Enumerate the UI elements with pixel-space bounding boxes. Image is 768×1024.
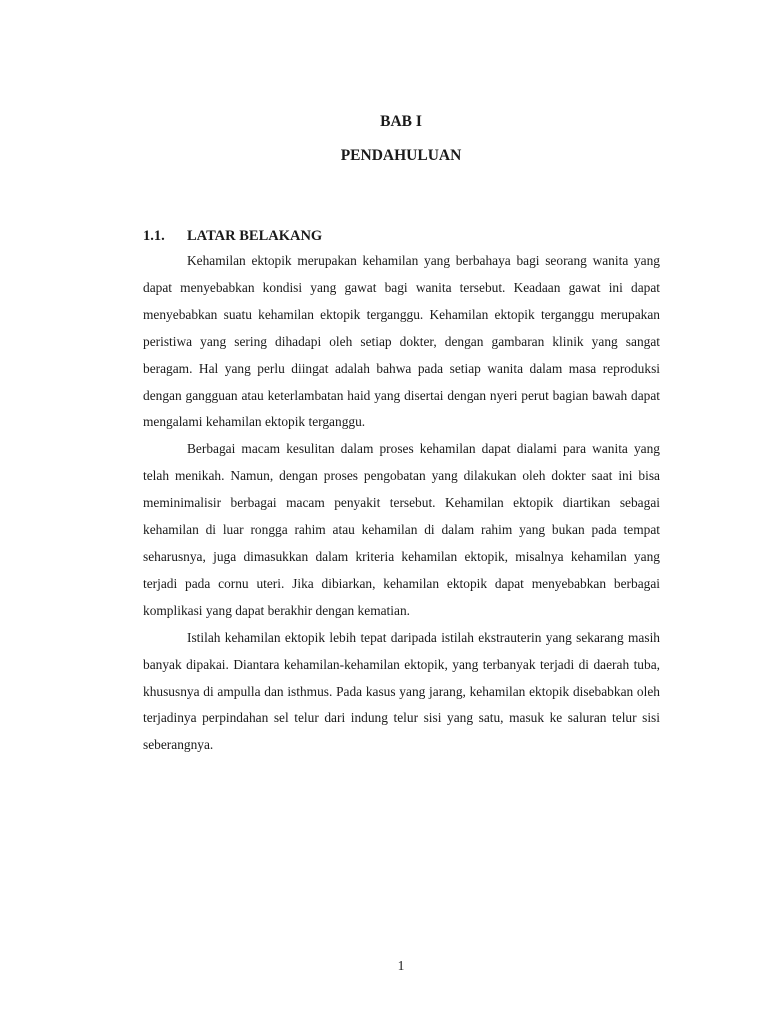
section-title: LATAR BELAKANG	[187, 228, 323, 244]
section-heading	[143, 225, 322, 247]
chapter-title: PENDAHULUAN	[340, 147, 462, 164]
section-number: 1.1.	[143, 228, 165, 244]
paragraph: Istilah kehamilan ektopik lebih tepat daripada istilah ekstrauterin yang sekarang masih banyak dipakai. Diantara kehamilan-kehamilan ektopik, yang terbanyak terjadi di daerah tuba, khususnya di ampulla dan isthmus. Pada kasus yang jarang, kehamilan ektopik disebabkan oleh terjadinya perpindahan sel telur dari indung telur sisi yang satu, masuk ke saluran telur sisi seberangnya.	[143, 629, 660, 753]
chapter-heading	[0, 108, 768, 176]
paragraph: Berbagai macam kesulitan dalam proses kehamilan dapat dialami para wanita yang telah menikah. Namun, dengan proses pengobatan yang dilakukan oleh dokter saat ini bisa meminimalisir berbagai macam penyakit tersebut. Kehamilan ektopik diartikan sebagai kehamilan di luar rongga rahim atau kehamilan di dalam rahim yang bukan pada tempat seharusnya, juga dimasukkan dalam kriteria kehamilan ektopik, misalnya kehamilan yang terjadi pada cornu uteri. Jika dibiarkan, kehamilan ektopik dapat menyebabkan berbagai komplikasi yang dapat berakhir dengan kematian.	[143, 441, 660, 618]
body-text	[143, 248, 660, 759]
paragraph: Kehamilan ektopik merupakan kehamilan yang berbahaya bagi seorang wanita yang dapat menyebabkan kondisi yang gawat bagi wanita tersebut. Keadaan gawat ini dapat menyebabkan suatu kehamilan ektopik terganggu. Kehamilan ektopik terganggu merupakan peristiwa yang sering dihadapi oleh setiap dokter, dengan gambaran klinik yang sangat beragam. Hal yang perlu diingat adalah bahwa pada setiap wanita dalam masa reproduksi dengan gangguan atau keterlambatan haid yang disertai dengan nyeri perut bagian bawah dapat mengalami kehamilan ektopik terganggu.	[143, 253, 660, 430]
chapter-label: BAB I	[380, 113, 422, 130]
page-number: 1	[397, 958, 405, 973]
